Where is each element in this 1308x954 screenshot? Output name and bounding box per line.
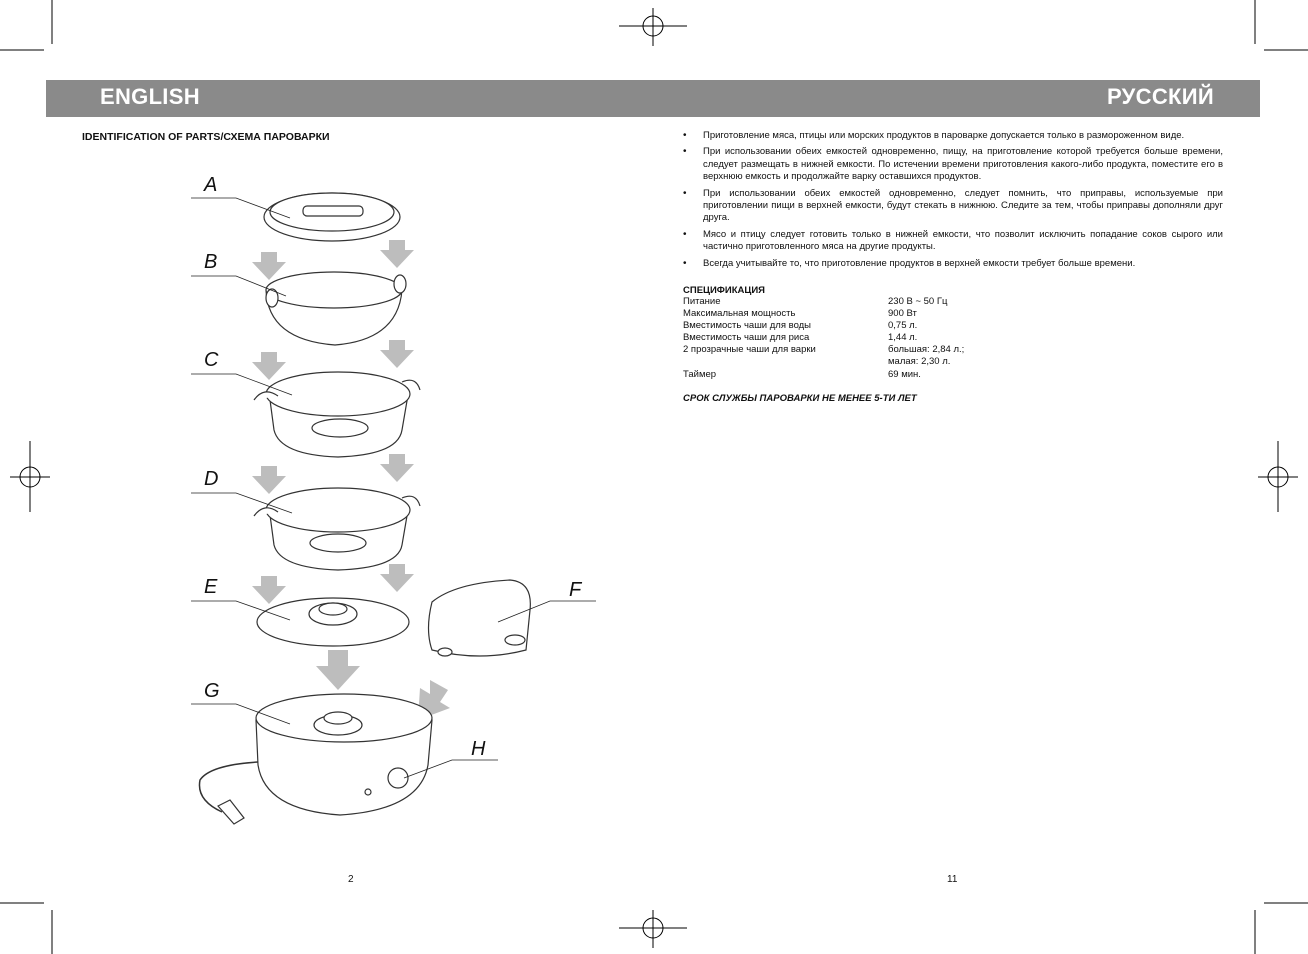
page-number-right: 11: [947, 874, 958, 885]
part-label-b: B: [204, 251, 218, 273]
down-arrow-icon: [380, 454, 414, 482]
down-arrow-icon: [252, 252, 286, 280]
part-label-d: D: [204, 468, 219, 490]
list-item: • Мясо и птицу следует готовить только в нижней емкости, что позволит исключить попадание соков сырого или частично приготовленного мяса на другие продукты.: [683, 228, 1223, 253]
steamer-part-illustration: [266, 272, 406, 345]
list-item: • При использовании обеих емкостей одновременно, пищу, на приготовление которой требуется больше времени, следует размещать в нижней емкости. По истечении времени приготовления какого-либо продукта, поместите его в верхнюю емкость и продолжайте варку оставшихся продуктов.: [683, 146, 1223, 183]
section-title: IDENTIFICATION OF PARTS/СХЕМА ПАРОВАРКИ: [82, 131, 330, 143]
steamer-part-illustration: [257, 598, 409, 646]
table-row: Максимальная мощность 900 Вт: [683, 308, 917, 320]
service-life-note: СРОК СЛУЖБЫ ПАРОВАРКИ НЕ МЕНЕЕ 5-ТИ ЛЕТ: [683, 393, 917, 404]
part-label-f: F: [569, 579, 582, 601]
steamer-part-illustration: [254, 372, 420, 457]
page-number-left: 2: [348, 874, 354, 885]
down-arrow-icon: [380, 240, 414, 268]
part-label-c: C: [204, 349, 219, 371]
language-title-english: ENGLISH: [100, 84, 200, 109]
part-label-h: H: [471, 738, 486, 760]
down-arrow-icon: [252, 466, 286, 494]
table-row: Вместимость чаши для риса 1,44 л.: [683, 332, 918, 344]
down-arrow-icon: [380, 340, 414, 368]
usage-tips-list: [683, 130, 1223, 274]
table-row: Таймер 69 мин.: [683, 368, 921, 380]
steamer-part-illustration: [429, 580, 531, 656]
bullet-icon: •: [683, 146, 687, 158]
specification-title: СПЕЦИФИКАЦИЯ: [683, 285, 765, 296]
down-arrow-icon: [316, 650, 360, 690]
specification-table: [683, 296, 1043, 381]
part-label-g: G: [204, 680, 220, 702]
table-row: малая: 2,30 л.: [888, 356, 951, 368]
down-arrow-icon: [252, 352, 286, 380]
bullet-icon: •: [683, 130, 687, 141]
list-item: • При использовании обеих емкостей одновременно, следует помнить, что приправы, используемые при приготовлении пищи в верхней емкости, будут стекать в нижнюю. Следите за тем, чтобы приправы дополняли друг друга.: [683, 187, 1223, 224]
down-arrow-icon: [380, 564, 414, 592]
steamer-part-illustration: [264, 193, 400, 241]
table-row: Питание 230 В ~ 50 Гц: [683, 296, 948, 307]
table-row: Вместимость чаши для воды 0,75 л.: [683, 320, 918, 332]
part-label-e: E: [204, 576, 218, 598]
list-item: • Приготовление мяса, птицы или морских продуктов в пароварке допускается только в размороженном виде.: [683, 130, 1185, 141]
bullet-icon: •: [683, 228, 687, 240]
steamer-part-illustration: [256, 694, 432, 815]
language-title-russian: РУССКИЙ: [1107, 84, 1214, 109]
bullet-icon: •: [683, 257, 687, 269]
list-item: • Всегда учитывайте то, что приготовление продуктов в верхней емкости требует больше времени.: [683, 257, 1136, 269]
steamer-part-illustration: [254, 488, 420, 570]
table-row: 2 прозрачные чаши для варки большая: 2,84 л.;: [683, 344, 965, 356]
bullet-icon: •: [683, 187, 687, 199]
part-label-a: A: [204, 174, 218, 196]
down-arrow-icon: [252, 576, 286, 604]
